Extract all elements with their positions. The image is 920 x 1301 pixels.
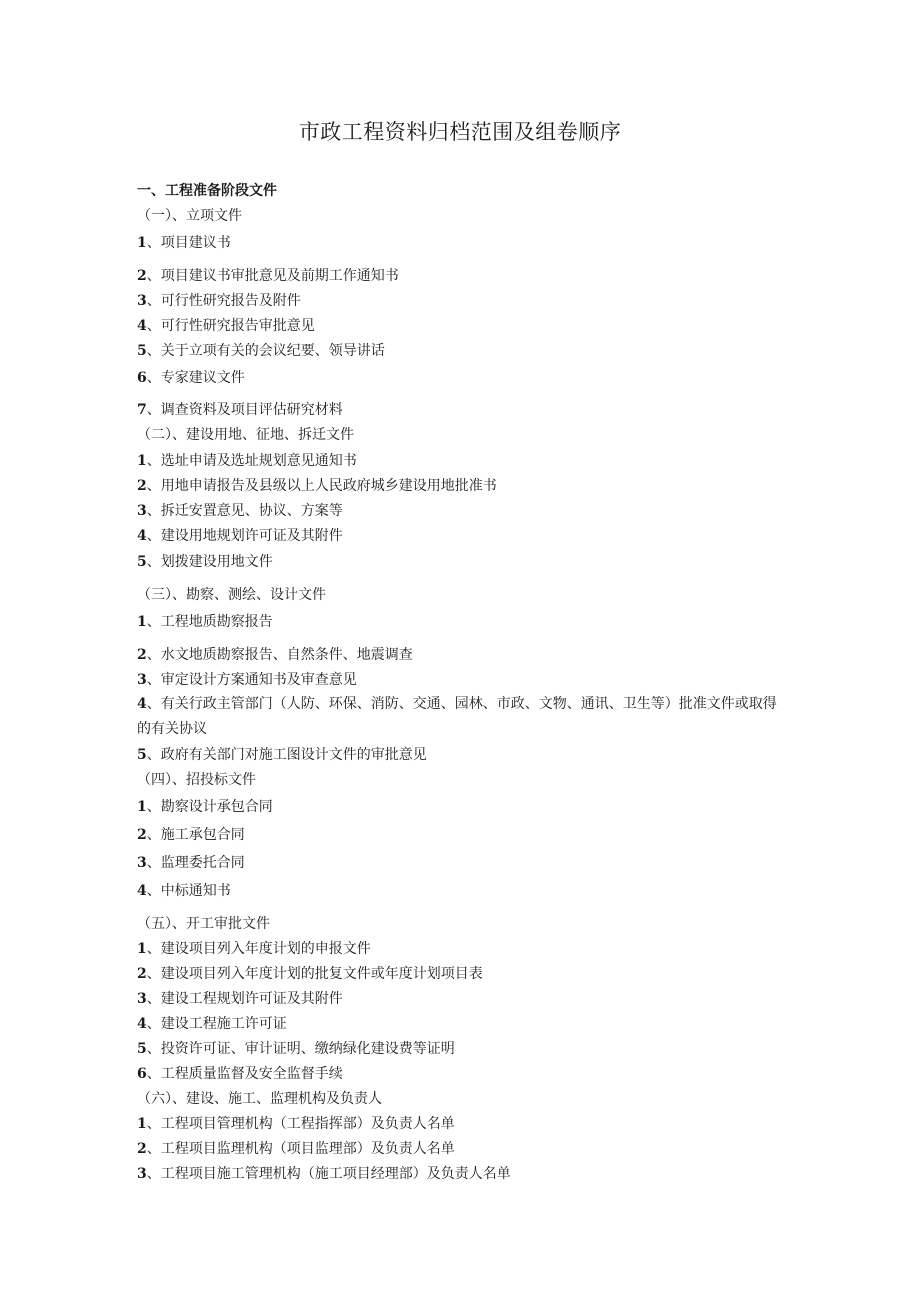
list-item xyxy=(137,501,787,521)
item-text: 、工程地质勘察报告 xyxy=(146,614,273,630)
list-item xyxy=(137,964,787,984)
list-item xyxy=(137,825,787,845)
item-number: 1 xyxy=(137,453,147,469)
group-heading: （二）、建设用地、征地、拆迁文件 xyxy=(137,427,354,443)
item-number: 4 xyxy=(137,318,147,334)
item-text: 、投资许可证、审计证明、缴纳绿化建设费等证明 xyxy=(146,1041,455,1057)
list-item xyxy=(137,368,787,388)
item-number: 5 xyxy=(137,747,147,763)
list-item xyxy=(137,1014,787,1034)
group-heading: （一）、立项文件 xyxy=(137,208,242,224)
group-heading: （六）、建设、施工、监理机构及负责人 xyxy=(137,1091,382,1107)
list-item xyxy=(137,745,787,765)
list-item xyxy=(137,526,787,546)
item-number: 2 xyxy=(137,647,147,663)
item-number: 2 xyxy=(137,827,147,843)
item-text: 、勘察设计承包合同 xyxy=(146,799,273,815)
item-number: 6 xyxy=(137,1066,147,1082)
item-text: 、有关行政主管部门（人防、环保、消防、交通、园林、市政、文物、通讯、卫生等）批准文件或取得的有关协议 xyxy=(137,696,777,737)
item-text: 、可行性研究报告及附件 xyxy=(146,293,301,309)
item-number: 5 xyxy=(137,554,147,570)
item-text: 、用地申请报告及县级以上人民政府城乡建设用地批准书 xyxy=(146,478,497,494)
item-number: 3 xyxy=(137,991,147,1007)
item-text: 、中标通知书 xyxy=(146,883,231,899)
item-text: 、工程质量监督及安全监督手续 xyxy=(146,1066,343,1082)
item-number: 2 xyxy=(137,478,147,494)
list-item xyxy=(137,670,787,690)
list-item xyxy=(137,939,787,959)
list-item xyxy=(137,1139,787,1159)
item-number: 3 xyxy=(137,672,147,688)
group-heading: （三）、勘察、测绘、设计文件 xyxy=(137,587,326,603)
list-item xyxy=(137,341,787,361)
item-text: 、关于立项有关的会议纪要、领导讲话 xyxy=(146,343,385,359)
item-number: 3 xyxy=(137,855,147,871)
list-item xyxy=(137,266,787,286)
item-text: 、拆迁安置意见、协议、方案等 xyxy=(146,503,343,519)
list-item xyxy=(137,316,787,336)
list-item xyxy=(137,853,787,873)
item-text: 、水文地质勘察报告、自然条件、地震调查 xyxy=(146,647,413,663)
item-text: 、建设项目列入年度计划的批复文件或年度计划项目表 xyxy=(146,966,483,982)
item-number: 5 xyxy=(137,1041,147,1057)
item-text: 、项目建议书 xyxy=(146,235,231,251)
list-item xyxy=(137,692,787,742)
list-item xyxy=(137,645,787,665)
item-number: 4 xyxy=(137,528,147,544)
item-number: 2 xyxy=(137,1141,147,1157)
list-item xyxy=(137,400,787,420)
item-text: 、建设工程施工许可证 xyxy=(146,1016,287,1032)
item-text: 、政府有关部门对施工图设计文件的审批意见 xyxy=(146,747,427,763)
list-item xyxy=(137,612,787,632)
list-item xyxy=(137,1064,787,1084)
item-number: 1 xyxy=(137,941,147,957)
item-text: 、施工承包合同 xyxy=(146,827,245,843)
item-number: 4 xyxy=(137,1016,147,1032)
item-text: 、划拨建设用地文件 xyxy=(146,554,273,570)
item-number: 6 xyxy=(137,370,147,386)
item-number: 5 xyxy=(137,343,147,359)
item-number: 1 xyxy=(137,799,147,815)
list-item xyxy=(137,989,787,1009)
item-text: 、调查资料及项目评估研究材料 xyxy=(146,402,343,418)
item-number: 4 xyxy=(137,696,147,712)
item-text: 、建设用地规划许可证及其附件 xyxy=(146,528,343,544)
item-number: 3 xyxy=(137,1166,147,1182)
item-number: 2 xyxy=(137,966,147,982)
group-heading: （四）、招投标文件 xyxy=(137,772,256,788)
item-text: 、工程项目监理机构（项目监理部）及负责人名单 xyxy=(146,1141,455,1157)
item-text: 、审定设计方案通知书及审查意见 xyxy=(146,672,357,688)
list-item xyxy=(137,797,787,817)
list-item xyxy=(137,233,787,253)
item-number: 1 xyxy=(137,1116,147,1132)
list-item xyxy=(137,1164,787,1184)
item-text: 、建设工程规划许可证及其附件 xyxy=(146,991,343,1007)
item-text: 、选址申请及选址规划意见通知书 xyxy=(146,453,357,469)
item-text: 、监理委托合同 xyxy=(146,855,245,871)
item-text: 、工程项目施工管理机构（施工项目经理部）及负责人名单 xyxy=(146,1166,511,1182)
page-title: 市政工程资料归档范围及组卷顺序 xyxy=(298,120,622,144)
item-number: 3 xyxy=(137,293,147,309)
item-text: 、工程项目管理机构（工程指挥部）及负责人名单 xyxy=(146,1116,455,1132)
list-item xyxy=(137,291,787,311)
item-text: 、可行性研究报告审批意见 xyxy=(146,318,315,334)
list-item xyxy=(137,476,787,496)
item-text: 、专家建议文件 xyxy=(146,370,245,386)
list-item xyxy=(137,1114,787,1134)
list-item xyxy=(137,881,787,901)
item-number: 1 xyxy=(137,235,147,251)
item-number: 4 xyxy=(137,883,147,899)
list-item xyxy=(137,451,787,471)
list-item xyxy=(137,552,787,572)
item-number: 2 xyxy=(137,268,147,284)
item-number: 3 xyxy=(137,503,147,519)
list-item xyxy=(137,1039,787,1059)
item-text: 、项目建议书审批意见及前期工作通知书 xyxy=(146,268,399,284)
item-number: 1 xyxy=(137,614,147,630)
section-heading: 一、工程准备阶段文件 xyxy=(137,183,277,199)
item-number: 7 xyxy=(137,402,147,418)
item-text: 、建设项目列入年度计划的申报文件 xyxy=(146,941,371,957)
group-heading: （五）、开工审批文件 xyxy=(137,916,270,932)
